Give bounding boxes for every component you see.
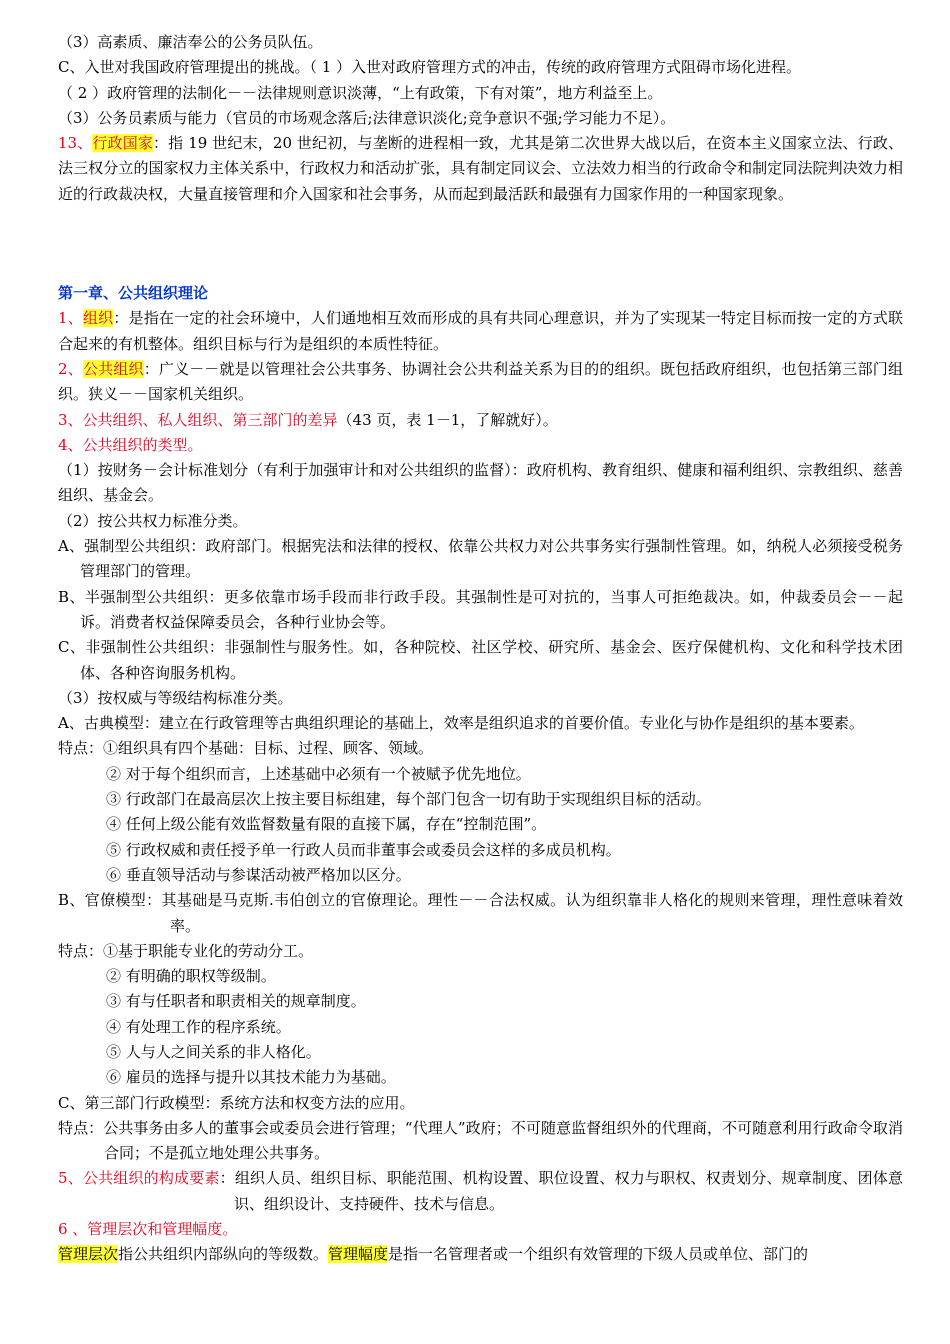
section-gap xyxy=(58,207,903,281)
item-5 xyxy=(58,1166,903,1217)
type-2: （2）按公共权力标准分类。 xyxy=(58,511,248,530)
bureaucratic-feature-3: ③ 有与任职者和职责相关的规章制度。 xyxy=(106,992,366,1011)
bureaucratic-feature-5: ⑤ 人与人之间关系的非人格化。 xyxy=(106,1042,321,1061)
classic-feature-2: ② 对于每个组织而言，上述基础中必须有一个被赋予优先地位。 xyxy=(106,764,531,783)
feature-text: ①组织具有四个基础：目标、过程、顾客、领域。 xyxy=(103,739,434,758)
document-page xyxy=(58,30,903,1268)
bureaucratic-model: B、官僚模型：其基础是马克斯.韦伯创立的官僚理论。理性－－合法权威。认为组织靠非人格化的规则来管理，理性意味着效率。 xyxy=(58,891,903,935)
feature-label: 特点： xyxy=(58,739,104,758)
feature-text: ①基于职能专业化的劳动分工。 xyxy=(103,941,314,960)
item-13-term: 行政国家 xyxy=(92,134,154,153)
intro-line-1: （3）高素质、廉洁奉公的公务员队伍。 xyxy=(58,33,323,51)
item-13-number: 13、 xyxy=(58,134,93,153)
classic-feature-6: ⑥ 垂直领导活动与参谋活动被严格加以区分。 xyxy=(106,865,411,884)
intro-line-2: C、入世对我国政府管理提出的挑战。（ 1 ）入世对政府管理方式的冲击，传统的政府管理方式阻碍市场化进程。 xyxy=(58,58,802,77)
type-3: （3）按权威与等级结构标准分类。 xyxy=(58,688,293,707)
term-management-levels: 管理层次 xyxy=(58,1245,119,1264)
classic-feature-1 xyxy=(58,736,903,761)
type-1: （1）按财务－会计标准划分（有利于加强审计和对公共组织的监督）：政府机构、教育组织、健康和福利组织、宗教组织、慈善组织、基金会。 xyxy=(58,461,903,505)
management-levels-text: 指公共组织内部纵向的等级数。 xyxy=(118,1245,329,1264)
classic-feature-5: ⑤ 行政权威和责任授予单一行政人员而非董事会或委员会这样的多成员机构。 xyxy=(106,840,621,859)
item-1-text: ：是指在一定的社会环境中，人们通地相互效而形成的具有共同心理意识，并为了实现某一特定目标而按一定的方式联合起来的有机整体。组织目标与行为是组织的本质性特征。 xyxy=(58,309,903,353)
type-2-b: B、半强制型公共组织：更多依靠市场手段而非行政手段。其强制性是可对抗的，当事人可拒绝裁决。如，仲裁委员会－－起诉。消费者权益保障委员会，各种行业协会等。 xyxy=(58,587,903,631)
item-6-text xyxy=(58,1242,903,1267)
item-5-heading: 5、公共组织的构成要素 xyxy=(58,1169,220,1188)
classic-feature-3: ③ 行政部门在最高层次上按主要目标组建，每个部门包含一切有助于实现组织目标的活动。 xyxy=(106,790,711,809)
intro-line-4: （3）公务员素质与能力（官员的市场观念落后;法律意识淡化;竞争意识不强;学习能力不足）。 xyxy=(58,108,676,127)
item-3 xyxy=(58,408,903,433)
item-1-term: 组织 xyxy=(82,309,114,328)
type-2-c: C、非强制性公共组织：非强制性与服务性。如，各种院校、社区学校、研究所、基金会、医疗保健机构、文化和科学技术团体、各种咨询服务机构。 xyxy=(58,638,903,682)
item-5-text: ：组织人员、组织目标、职能范围、机构设置、职位设置、权力与职权、权责划分、规章制度、团体意识、组织设计、支持硬件、技术与信息。 xyxy=(219,1169,903,1213)
bureaucratic-feature-2: ② 有明确的职权等级制。 xyxy=(106,967,276,986)
item-13 xyxy=(58,131,903,207)
item-13-text: ：指 19 世纪末，20 世纪初，与垄断的进程相一致，尤其是第二次世界大战以后，在资本主义国家立法、行政、法三权分立的国家权力主体关系中，行政权力和活动扩张，具有制定同议会、立法效力相当的行政命令和制定同法院判决效力相近的行政裁决权，大量直接管理和介入国家和社会事务，从而起到最活跃和最强有力国家作用的一种国家现象。 xyxy=(58,134,903,203)
feature-text: 公共事务由多人的董事会或委员会进行管理；“代理人”政府；不可随意监督组织外的代理商，不可随意利用行政命令取消合同；不是孤立地处理公共事务。 xyxy=(103,1118,903,1163)
item-2-text: ：广义－－就是以管理社会公共事务、协调社会公共利益关系为目的的组织。既包括政府组织，也包括第三部门组织。狭义－－国家机关组织。 xyxy=(58,359,903,404)
item-3-heading: 3、公共组织、私人组织、第三部门的差异 xyxy=(58,410,338,429)
feature-label: 特点： xyxy=(58,941,104,960)
bureaucratic-feature-4: ④ 有处理工作的程序系统。 xyxy=(106,1017,291,1036)
item-1-number: 1、 xyxy=(58,309,83,328)
classic-feature-4: ④ 任何上级公能有效监督数量有限的直接下属，存在“控制范围”。 xyxy=(106,815,547,834)
item-6-heading: 6 、管理层次和管理幅度。 xyxy=(58,1220,238,1239)
intro-line-3: （ 2 ）政府管理的法制化－－法律规则意识淡薄，“上有政策，下有对策”，地方利益至上。 xyxy=(58,83,663,102)
chapter-title: 第一章、公共组织理论 xyxy=(58,284,209,303)
item-2-number: 2、 xyxy=(58,359,83,378)
item-2 xyxy=(58,357,903,408)
item-4-heading: 4、公共组织的类型。 xyxy=(58,435,203,454)
bureaucratic-feature-6: ⑥ 雇员的选择与提升以其技术能力为基础。 xyxy=(106,1068,396,1087)
term-management-span: 管理幅度 xyxy=(328,1245,389,1264)
item-2-term: 公共组织 xyxy=(82,359,144,378)
item-1 xyxy=(58,306,903,357)
bureaucratic-feature-1 xyxy=(58,939,903,964)
item-3-text: （43 页，表 1－1，了解就好）。 xyxy=(337,410,558,429)
management-span-text: 是指一名管理者或一个组织有效管理的下级人员或单位、部门的 xyxy=(388,1245,809,1264)
feature-label: 特点： xyxy=(58,1118,104,1137)
third-sector-features xyxy=(58,1116,903,1167)
type-2-a: A、强制型公共组织：政府部门。根据宪法和法律的授权、依靠公共权力对公共事务实行强制性管理。如，纳税人必须接受税务管理部门的管理。 xyxy=(58,537,903,581)
classic-model: A、古典模型：建立在行政管理等古典组织理论的基础上，效率是组织追求的首要价值。专业化与协作是组织的基本要素。 xyxy=(58,714,864,733)
third-sector-model: C、第三部门行政模型：系统方法和权变方法的应用。 xyxy=(58,1093,415,1112)
